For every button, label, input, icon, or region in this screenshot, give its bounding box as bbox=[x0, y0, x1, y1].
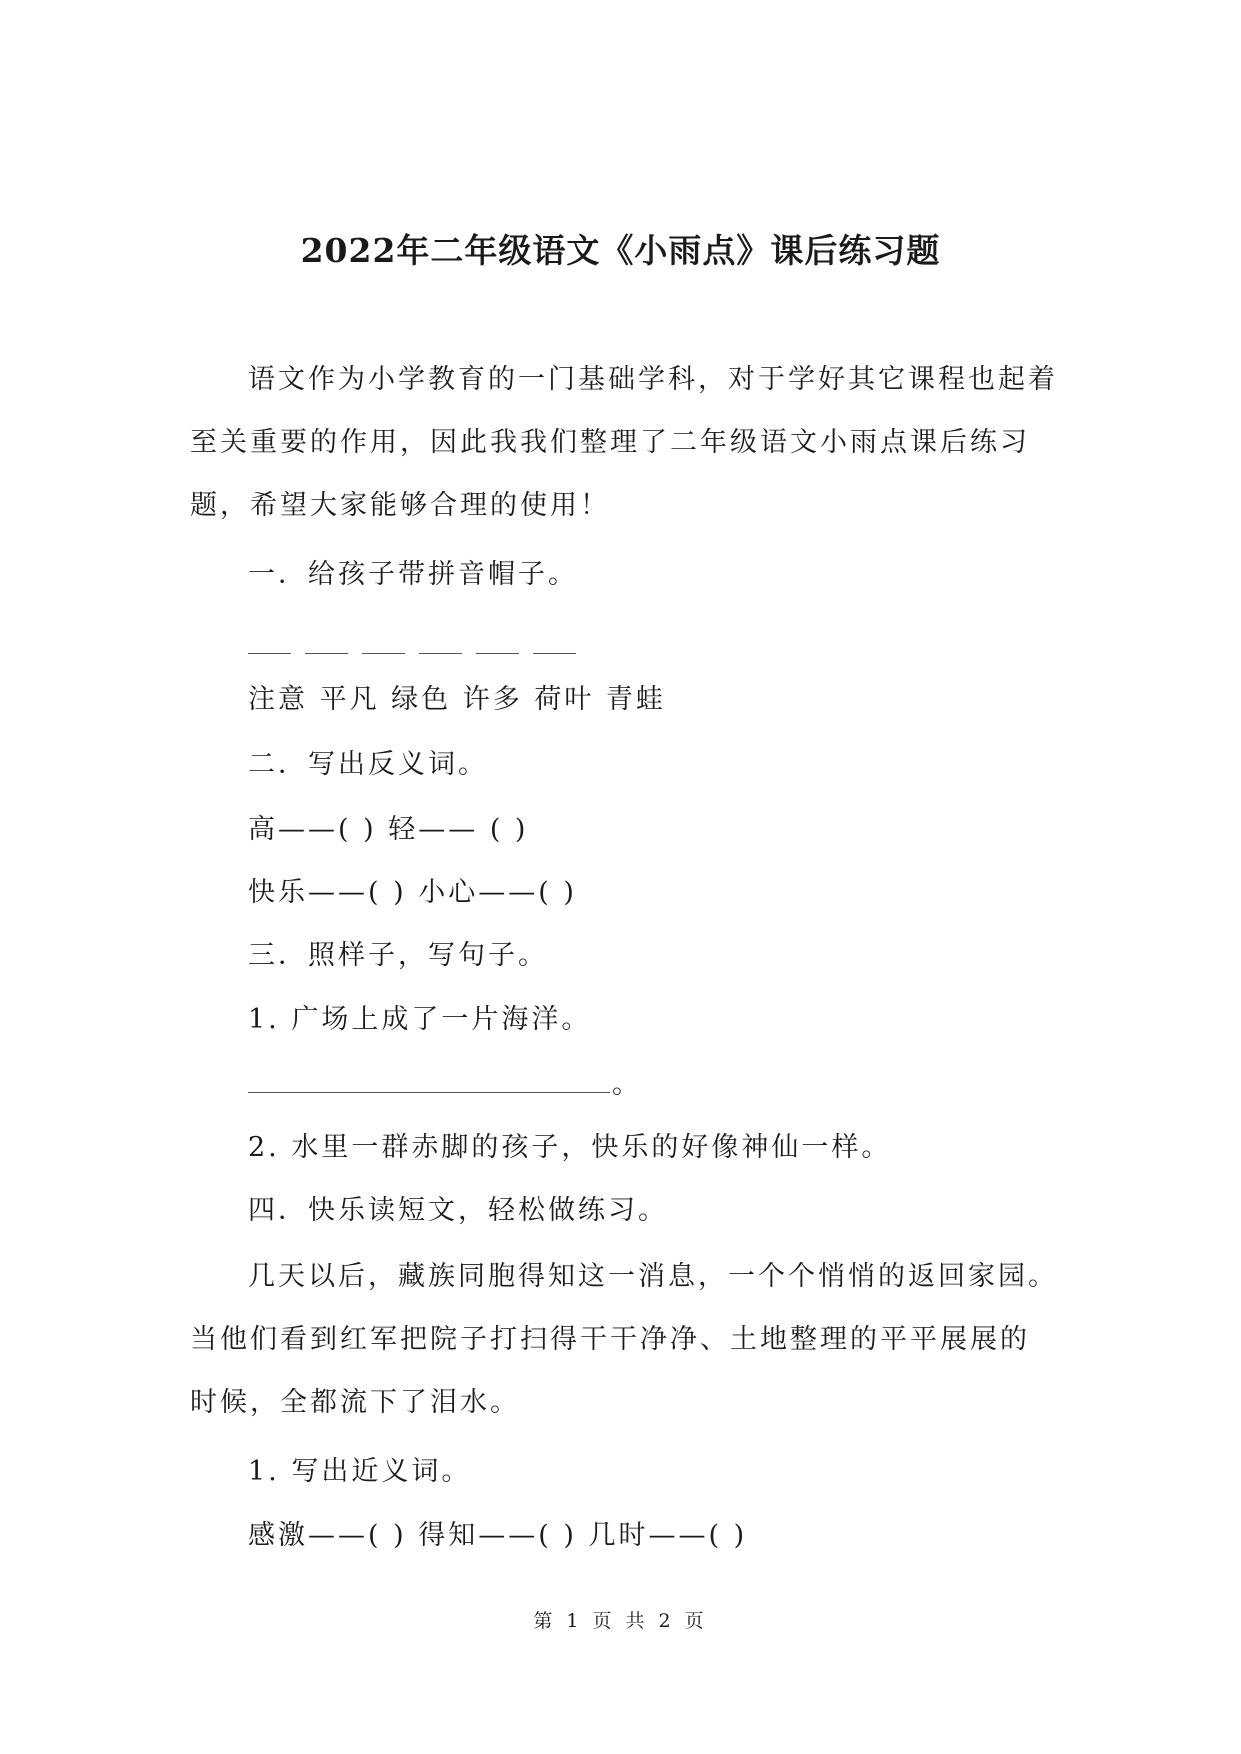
pinyin-blank[interactable] bbox=[248, 653, 291, 654]
pinyin-blank[interactable] bbox=[476, 653, 519, 654]
question-2-heading: 二．写出反义词。 bbox=[248, 749, 488, 780]
sentence-answer-line bbox=[248, 1065, 642, 1105]
antonym-line-1: 高——( ) 轻—— ( ) bbox=[248, 814, 529, 845]
pinyin-blank[interactable] bbox=[419, 653, 462, 654]
page-title: 2022年二年级语文《小雨点》课后练习题 bbox=[300, 231, 941, 270]
synonym-line: 感激——( ) 得知——( ) 几时——( ) bbox=[248, 1520, 748, 1551]
page-footer: 第 1 页 共 2 页 bbox=[533, 1610, 708, 1632]
answer-blank[interactable] bbox=[248, 1092, 610, 1093]
question-3-heading: 三．照样子，写句子。 bbox=[248, 940, 548, 971]
answer-period: 。 bbox=[612, 1069, 642, 1100]
pinyin-blank[interactable] bbox=[533, 653, 576, 654]
antonym-line-2: 快乐——( ) 小心——( ) bbox=[248, 877, 577, 908]
question-4-item-1: 1. 写出近义词。 bbox=[248, 1456, 472, 1487]
pinyin-blank[interactable] bbox=[305, 653, 348, 654]
reading-passage bbox=[190, 1245, 1058, 1434]
sentence-item-2: 2. 水里一群赤脚的孩子，快乐的好像神仙一样。 bbox=[248, 1132, 892, 1163]
intro-paragraph bbox=[190, 348, 1058, 537]
question-1-words: 注意 平凡 绿色 许多 荷叶 青蛙 bbox=[248, 684, 666, 715]
pinyin-blank[interactable] bbox=[362, 653, 405, 654]
intro-text: 语文作为小学教育的一门基础学科，对于学好其它课程也起着至关重要的作用，因此我我们整理了二年级语文小雨点课后练习题，希望大家能够合理的使用！ bbox=[190, 364, 1058, 521]
passage-text: 几天以后，藏族同胞得知这一消息，一个个悄悄的返回家园。当他们看到红军把院子打扫得干干净净、土地整理的平平展展的时候，全都流下了泪水。 bbox=[190, 1261, 1058, 1418]
question-4-heading: 四．快乐读短文，轻松做练习。 bbox=[248, 1195, 668, 1226]
question-1-heading: 一．给孩子带拼音帽子。 bbox=[248, 559, 578, 590]
pinyin-blanks bbox=[248, 653, 576, 654]
sentence-item-1: 1. 广场上成了一片海洋。 bbox=[248, 1004, 592, 1035]
